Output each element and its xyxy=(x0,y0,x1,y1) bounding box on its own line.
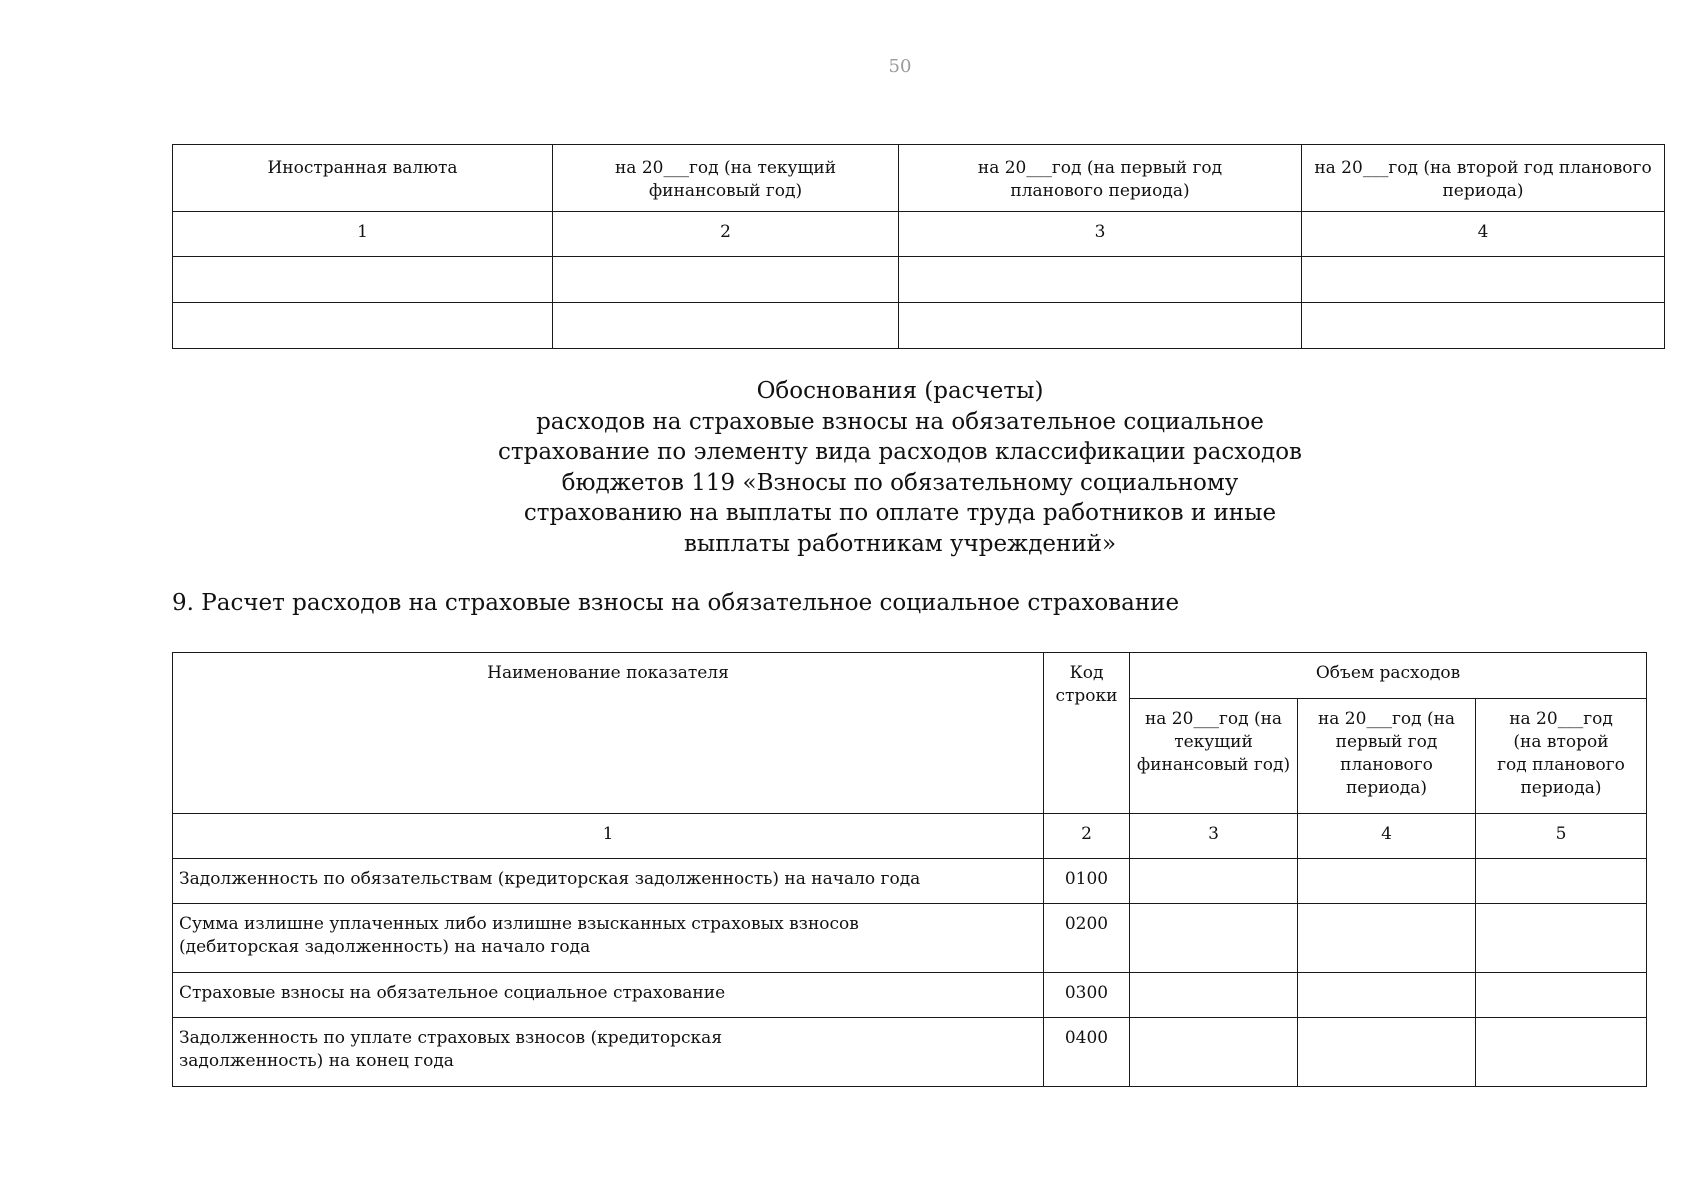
column-number: 1 xyxy=(173,814,1044,859)
empty-cell[interactable] xyxy=(1302,257,1665,303)
value-cell[interactable] xyxy=(1298,904,1476,973)
currency-table-column-numbers xyxy=(173,212,1665,257)
heading-line: бюджетов 119 «Взносы по обязательному социальному xyxy=(561,469,1239,496)
period-header-cell: на 20___год (на второй год планового периода) xyxy=(1476,699,1647,814)
row-label: Задолженность по уплате страховых взносов (кредиторская задолженность) на конец года xyxy=(173,1018,1044,1087)
column-number: 3 xyxy=(1130,814,1298,859)
currency-header-cell: на 20___год (на первый год планового периода) xyxy=(899,145,1302,212)
table-row xyxy=(173,859,1647,904)
value-cell[interactable] xyxy=(1130,1018,1298,1087)
document-heading xyxy=(0,376,1698,559)
value-cell[interactable] xyxy=(1130,973,1298,1018)
column-number: 3 xyxy=(899,212,1302,257)
table-row xyxy=(173,303,1665,349)
column-number: 4 xyxy=(1302,212,1665,257)
value-cell[interactable] xyxy=(1476,973,1647,1018)
table-row xyxy=(173,257,1665,303)
empty-cell[interactable] xyxy=(553,303,899,349)
row-code: 0100 xyxy=(1044,859,1130,904)
empty-cell[interactable] xyxy=(1302,303,1665,349)
value-cell[interactable] xyxy=(1476,859,1647,904)
currency-table xyxy=(172,144,1665,349)
value-cell[interactable] xyxy=(1130,904,1298,973)
insurance-table-header-row xyxy=(173,653,1647,699)
currency-table-header-row xyxy=(173,145,1665,212)
value-cell[interactable] xyxy=(1476,1018,1647,1087)
heading-line: расходов на страховые взносы на обязательное социальное xyxy=(536,408,1264,435)
table-row xyxy=(173,973,1647,1018)
heading-line: выплаты работникам учреждений» xyxy=(683,530,1117,557)
heading-line: Обоснования (расчеты) xyxy=(756,378,1044,404)
value-cell[interactable] xyxy=(1298,1018,1476,1087)
heading-line: страхованию на выплаты по оплате труда работников и иные xyxy=(523,500,1277,526)
row-code: 0400 xyxy=(1044,1018,1130,1087)
currency-header-cell: Иностранная валюта xyxy=(173,145,553,212)
row-label: Страховые взносы на обязательное социальное страхование xyxy=(173,973,1044,1018)
heading-line: страхование по элементу вида расходов классификации расходов xyxy=(497,439,1303,465)
page-number: 50 xyxy=(888,56,912,77)
value-cell[interactable] xyxy=(1476,904,1647,973)
header-expense-volume: Объем расходов xyxy=(1130,653,1647,699)
empty-cell[interactable] xyxy=(899,257,1302,303)
header-line-code: Код строки xyxy=(1044,653,1130,814)
insurance-table xyxy=(172,652,1647,1087)
currency-header-cell: на 20___год (на текущий финансовый год) xyxy=(553,145,899,212)
empty-cell[interactable] xyxy=(173,257,553,303)
column-number: 5 xyxy=(1476,814,1647,859)
header-indicator-name: Наименование показателя xyxy=(173,653,1044,814)
section-title: 9. Расчет расходов на страховые взносы на обязательное социальное страхование xyxy=(172,590,1180,616)
empty-cell[interactable] xyxy=(899,303,1302,349)
period-header-cell: на 20___год (на текущий финансовый год) xyxy=(1130,699,1298,814)
column-number: 2 xyxy=(553,212,899,257)
value-cell[interactable] xyxy=(1130,859,1298,904)
column-number: 2 xyxy=(1044,814,1130,859)
value-cell[interactable] xyxy=(1298,973,1476,1018)
table-row xyxy=(173,1018,1647,1087)
empty-cell[interactable] xyxy=(173,303,553,349)
row-label: Сумма излишне уплаченных либо излишне взысканных страховых взносов (дебиторская задолженность) на начало года xyxy=(173,904,1044,973)
column-number: 1 xyxy=(173,212,553,257)
period-header-cell: на 20___год (на первый год планового периода) xyxy=(1298,699,1476,814)
row-code: 0300 xyxy=(1044,973,1130,1018)
table-row xyxy=(173,904,1647,973)
currency-header-cell: на 20___год (на второй год планового периода) xyxy=(1302,145,1665,212)
empty-cell[interactable] xyxy=(553,257,899,303)
insurance-table-column-numbers xyxy=(173,814,1647,859)
row-label: Задолженность по обязательствам (кредиторская задолженность) на начало года xyxy=(173,859,1044,904)
row-code: 0200 xyxy=(1044,904,1130,973)
column-number: 4 xyxy=(1298,814,1476,859)
value-cell[interactable] xyxy=(1298,859,1476,904)
